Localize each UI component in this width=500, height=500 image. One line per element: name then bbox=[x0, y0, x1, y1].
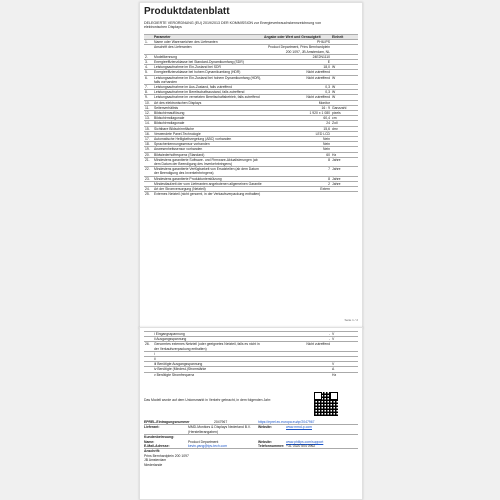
row-number: 26. bbox=[144, 342, 153, 351]
eprel-link[interactable]: https://eprel.ec.europa.eu/qr/2047967 bbox=[258, 420, 315, 424]
row-number: 19. bbox=[144, 147, 153, 152]
row-value: 8 bbox=[263, 157, 331, 166]
row-parameter: i bbox=[153, 351, 263, 356]
row-parameter: Sichtbare Bildschirmfläche bbox=[153, 126, 263, 131]
page-title: Produktdatenblatt bbox=[144, 6, 230, 17]
row-parameter: Bildschirmauflösung bbox=[153, 111, 263, 116]
row-parameter: Leistungsaufnahme im Bereitschaftszustand, falls zutreffend bbox=[153, 90, 263, 95]
power-supply-table bbox=[144, 331, 358, 377]
table-row bbox=[144, 167, 358, 176]
row-unit: Jahre bbox=[331, 157, 358, 166]
qr-code-icon[interactable] bbox=[314, 392, 338, 416]
row-number: 3. bbox=[144, 60, 153, 65]
row-parameter: iii Benötigte Ausgangsspannung bbox=[153, 362, 263, 367]
row-parameter: Spracherkennungssensor vorhanden bbox=[153, 142, 263, 147]
row-value: Nicht zutreffend bbox=[263, 95, 331, 100]
market-notice: Das Modell wurde auf dem Unionsmarkt in Verkehr gebracht, in dem folgenden Jahr: bbox=[144, 398, 272, 402]
name-label: Name: bbox=[144, 439, 155, 444]
row-number: 14. bbox=[144, 121, 153, 126]
row-number: 9. bbox=[144, 95, 153, 100]
row-value: 2 bbox=[263, 181, 331, 186]
kunden-label: Kundenbetreuung: bbox=[144, 435, 175, 440]
row-value: 24 bbox=[263, 121, 331, 126]
parameter-table bbox=[144, 34, 358, 197]
anschrift-label: Anschrift: bbox=[144, 449, 161, 454]
row-parameter: Name oder Warenzeichen des Lieferanten bbox=[153, 40, 263, 45]
row-number: 18. bbox=[144, 142, 153, 147]
header-unit: Einheit bbox=[331, 35, 358, 40]
row-unit: Jahre bbox=[331, 167, 358, 176]
row-value bbox=[263, 192, 331, 197]
row-value: E bbox=[263, 60, 331, 65]
datasheet-page-2 bbox=[139, 327, 363, 500]
row-parameter: Externes Netzteil (nicht genormt, in der Verkaufsverpackung enthalten) bbox=[153, 192, 263, 197]
row-number: 10. bbox=[144, 100, 153, 105]
row-value: - bbox=[263, 337, 331, 342]
table-row bbox=[144, 342, 358, 351]
row-parameter: v Benötigte Stromfrequenz bbox=[153, 372, 263, 377]
table-row bbox=[144, 95, 358, 100]
row-unit: V bbox=[331, 362, 358, 367]
lieferant-row bbox=[144, 424, 358, 434]
row-number: 6. bbox=[144, 75, 153, 84]
row-unit: A bbox=[331, 367, 358, 372]
header-value: Angabe oder Wert und Genauigkeit bbox=[263, 35, 331, 40]
row-value: 24E2N1110 bbox=[263, 54, 331, 59]
row-unit: V bbox=[331, 337, 358, 342]
row-value: Monitor bbox=[263, 100, 331, 105]
row-parameter: Verwendete Panel-Technologie bbox=[153, 131, 263, 136]
row-unit: Zoll bbox=[331, 121, 358, 126]
row-unit: W bbox=[331, 90, 358, 95]
website-label: Website: bbox=[258, 439, 273, 444]
table-row bbox=[144, 45, 358, 54]
row-value: Product Department, Prins Bernhardplein 200 1097, JB Amsterdam, NL bbox=[263, 45, 331, 54]
row-value: 7 bbox=[263, 167, 331, 176]
row-parameter: ii Ausgangsspannung bbox=[153, 337, 263, 342]
row-number: 1. bbox=[144, 40, 153, 45]
row-parameter: ii bbox=[153, 357, 263, 362]
row-value bbox=[263, 372, 331, 377]
row-number: 8. bbox=[144, 90, 153, 95]
row-unit: cm bbox=[331, 116, 358, 121]
row-value: 0,3 bbox=[263, 90, 331, 95]
row-unit: Jahre bbox=[331, 181, 358, 186]
row-value: Nein bbox=[263, 137, 331, 142]
row-parameter: Bildschirmdiagonale bbox=[153, 121, 263, 126]
row-parameter: Automatische Helligkeitsregelung (ABC) vorhanden bbox=[153, 137, 263, 142]
row-unit: dm² bbox=[331, 126, 358, 131]
row-parameter: Energieeffizienzklasse bei hohem Dynamikumfang (HDR) bbox=[153, 70, 263, 75]
row-parameter: Leistungsaufnahme im Ein-Zustand bei SDR bbox=[153, 65, 263, 70]
anschrift-line-2: JB Amsterdam bbox=[144, 458, 167, 463]
row-number: 20. bbox=[144, 152, 153, 157]
row-number: 4. bbox=[144, 65, 153, 70]
row-parameter: Anschrift des Lieferanten bbox=[153, 45, 263, 54]
row-number: 12. bbox=[144, 111, 153, 116]
row-value: 18,0 bbox=[263, 65, 331, 70]
row-parameter: Seitenverhältnis bbox=[153, 105, 263, 110]
row-parameter: Modellkennung bbox=[153, 54, 263, 59]
row-parameter: Anwesenheitssensor vorhanden bbox=[153, 147, 263, 152]
row-value: PHILIPS bbox=[263, 40, 331, 45]
row-value: 60,4 bbox=[263, 116, 331, 121]
row-number bbox=[144, 372, 153, 377]
table-row bbox=[144, 192, 358, 197]
row-parameter: Art der Stromversorgung (Netzteil) bbox=[153, 187, 263, 192]
website-link-mmd[interactable]: www.mmd-p.com bbox=[286, 425, 312, 430]
row-parameter: i Eingangsspannung bbox=[153, 332, 263, 337]
row-value: 1 920 x 1 080 bbox=[263, 111, 331, 116]
row-parameter: iv Benötigte (Mindest-)Stromstärke bbox=[153, 367, 263, 372]
row-number: 7. bbox=[144, 85, 153, 90]
datasheet-page-1 bbox=[139, 2, 363, 329]
row-value: LED LCD bbox=[263, 131, 331, 136]
lieferant-value: MMD-Monitors & Displays Nederland B.V. (Herstellerangaben) bbox=[188, 425, 251, 434]
eprel-number: 2047967 bbox=[214, 420, 228, 424]
row-unit: pixels bbox=[331, 111, 358, 116]
row-parameter: Leistungsaufnahme im Ein-Zustand bei hohem Dynamikumfang (HDR), falls vorhanden bbox=[154, 75, 262, 84]
row-value: Nein bbox=[263, 142, 331, 147]
page-number: Seite 1 / 2 bbox=[344, 318, 358, 322]
row-number: 2. bbox=[144, 54, 153, 59]
row-value: Nein bbox=[263, 147, 331, 152]
row-unit: W bbox=[331, 95, 358, 100]
row-number: 25. bbox=[144, 192, 153, 197]
row-value: 0,3 bbox=[263, 85, 331, 90]
row-unit: V bbox=[331, 332, 358, 337]
row-number bbox=[144, 45, 153, 54]
row-parameter: Energieeffizienzklasse bei Standard-Dynamikumfang (SDR) bbox=[153, 60, 263, 65]
row-unit bbox=[331, 45, 358, 54]
row-parameter: Art des elektronischen Displays bbox=[153, 100, 263, 105]
row-unit: Hz bbox=[331, 372, 358, 377]
row-number: 15. bbox=[144, 126, 153, 131]
row-parameter: Bildschirmdiagonale bbox=[153, 116, 263, 121]
row-unit: Jahre bbox=[331, 176, 358, 181]
row-parameter: Leistungsaufnahme im vernetzten Bereitschaftsbetrieb, falls zutreffend bbox=[153, 95, 263, 100]
header-parameter: Parameter bbox=[153, 35, 263, 40]
row-value: 60 bbox=[263, 152, 331, 157]
row-value: - bbox=[263, 332, 331, 337]
row-unit: W bbox=[331, 75, 358, 84]
row-parameter: Genormtes externes Netzteil (oder geeignetes Netzteil, falls es nicht in der Verkaufsverpackung enthalten) bbox=[153, 342, 263, 351]
table-row bbox=[144, 157, 358, 166]
name-value: Product Department bbox=[188, 439, 219, 444]
row-value: 8 bbox=[263, 176, 331, 181]
row-value: Nicht zutreffend bbox=[263, 342, 331, 351]
row-number: 21. bbox=[144, 157, 153, 166]
row-number: 11. bbox=[144, 105, 153, 110]
table-row bbox=[144, 372, 358, 377]
row-parameter: Mindestlaufzeit der vom Lieferanten angebotenen allgemeinen Garantie bbox=[154, 181, 262, 186]
row-unit bbox=[331, 192, 358, 197]
lieferant-label: Lieferant: bbox=[144, 425, 160, 430]
phone-value: +31 0320 504 0962 bbox=[286, 444, 316, 449]
row-parameter: Leistungsaufnahme im Aus-Zustand, falls zutreffend bbox=[153, 85, 263, 90]
row-number: 23. bbox=[144, 176, 153, 181]
phone-label: Telefonnummer: bbox=[258, 444, 285, 449]
anschrift-line-3: Niederlande bbox=[144, 462, 163, 467]
website-label: Website: bbox=[258, 425, 273, 430]
row-parameter: Bildwiederholfrequenz (Standard) bbox=[153, 152, 263, 157]
row-unit: Hz bbox=[331, 152, 358, 157]
row-unit: W bbox=[331, 65, 358, 70]
table-row bbox=[144, 75, 358, 84]
row-unit: W bbox=[331, 85, 358, 90]
row-number: 22. bbox=[144, 167, 153, 176]
row-parameter: Mindestens garantierte Verfügbarkeit von Ersatzteilen (ab dem Datum der Beendigung des Inverkehrbringens) bbox=[153, 167, 263, 176]
row-value: Extern bbox=[263, 187, 331, 192]
eprel-label: EPREL-Eintragungsnummer bbox=[144, 420, 190, 424]
row-value: 15,6 bbox=[263, 126, 331, 131]
website-link-support[interactable]: www.philips.com/support bbox=[286, 439, 324, 444]
row-number: 13. bbox=[144, 116, 153, 121]
row-parameter: Mindestens garantierte Produktunterstützung bbox=[153, 176, 263, 181]
email-link[interactable]: kevin.yang@tpv-tech.com bbox=[188, 444, 228, 449]
row-number: 24. bbox=[144, 187, 153, 192]
row-unit bbox=[331, 342, 358, 351]
email-label: E-Mail-Adresse: bbox=[144, 444, 170, 449]
row-parameter: Mindestens garantierte Software- und Firmware-Aktualisierungen (ab dem Datum der Beendigung des Inverkehrbringens) bbox=[153, 157, 263, 166]
regulation-subtitle: DELEGIERTE VERORDNUNG (EU) 2019/2013 DER KOMMISSION zur Energieverbrauchskennzeichnung von elektronischen Displays bbox=[144, 21, 322, 30]
row-number: 17. bbox=[144, 137, 153, 142]
anschrift-line-1: Prins Bernhardplein 200 1097 bbox=[144, 453, 189, 458]
row-value: 16 : 9 bbox=[263, 105, 331, 110]
row-number: 16. bbox=[144, 131, 153, 136]
row-number: 5. bbox=[144, 70, 153, 75]
row-unit: Ganzzahl bbox=[331, 105, 358, 110]
row-value: Nicht zutreffend bbox=[263, 75, 331, 84]
supplier-info bbox=[144, 420, 358, 467]
row-value: Nicht zutreffend bbox=[263, 70, 331, 75]
